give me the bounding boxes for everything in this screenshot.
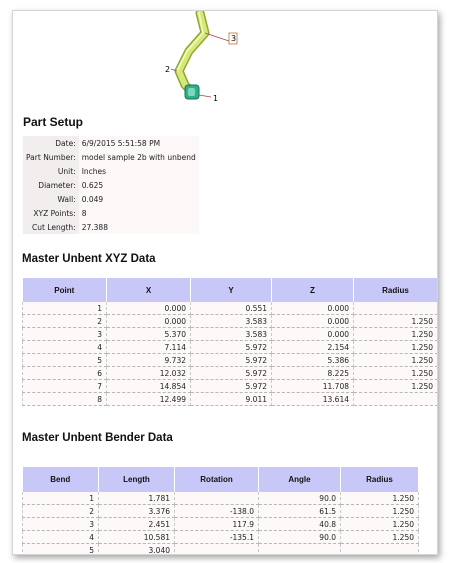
- table-cell: 1: [23, 492, 99, 505]
- table-cell: 8: [23, 393, 107, 406]
- table-cell: 1.781: [99, 492, 175, 505]
- table-row: [23, 518, 419, 531]
- table-cell: 5: [23, 354, 107, 367]
- bend-label-1: 1: [213, 94, 219, 103]
- leader-line-1: [199, 95, 211, 97]
- table-cell: 11.708: [272, 380, 354, 393]
- setup-value: Inches: [81, 166, 107, 176]
- table-cell: 90.0: [259, 531, 341, 544]
- table-cell: 10.581: [99, 531, 175, 544]
- table-cell: 0.551: [191, 302, 272, 315]
- table-cell: 4: [23, 531, 99, 544]
- table-cell: 5.972: [191, 367, 272, 380]
- column-header: Bend: [23, 467, 99, 492]
- tube-end-highlight: [188, 88, 195, 96]
- table-cell: 1.250: [354, 315, 438, 328]
- leader-line-3: [205, 33, 229, 41]
- table-cell: 1.250: [354, 328, 438, 341]
- table-cell: 13.614: [272, 393, 354, 406]
- table-cell: 1: [23, 302, 107, 315]
- table-row: [23, 367, 438, 380]
- table-cell: 4: [23, 341, 107, 354]
- table-cell: 0.000: [107, 315, 191, 328]
- setup-row: [23, 136, 199, 150]
- column-header: Rotation: [175, 467, 259, 492]
- table-cell: 61.5: [259, 505, 341, 518]
- table-cell: [354, 302, 438, 315]
- table-cell: 0.000: [272, 315, 354, 328]
- table-cell: [175, 492, 259, 505]
- table-cell: 6: [23, 367, 107, 380]
- table-cell: 1.250: [341, 505, 419, 518]
- part-setup-heading: Part Setup: [23, 115, 84, 129]
- setup-row: [23, 164, 199, 178]
- table-cell: [354, 393, 438, 406]
- table-cell: 117.9: [175, 518, 259, 531]
- table-cell: 7: [23, 380, 107, 393]
- setup-row: [23, 150, 199, 164]
- table-cell: 9.011: [191, 393, 272, 406]
- table-cell: 1.250: [354, 367, 438, 380]
- column-header: Radius: [354, 278, 438, 302]
- table-cell: 3.376: [99, 505, 175, 518]
- bend-label-2: 2: [165, 65, 171, 74]
- setup-label: Date:: [23, 136, 79, 150]
- table-row: [23, 341, 438, 354]
- table-cell: [259, 544, 341, 556]
- table-cell: 1.250: [354, 354, 438, 367]
- table-cell: 5.972: [191, 354, 272, 367]
- setup-value: 0.049: [81, 194, 104, 204]
- table-cell: 1.250: [354, 341, 438, 354]
- setup-value: 8: [81, 208, 87, 218]
- table-cell: 3.583: [191, 315, 272, 328]
- table-cell: 5: [23, 544, 99, 556]
- column-header: Radius: [341, 467, 419, 492]
- table-cell: 8.225: [272, 367, 354, 380]
- setup-label: Diameter:: [23, 178, 79, 192]
- table-cell: 0.000: [272, 328, 354, 341]
- table-cell: 2.154: [272, 341, 354, 354]
- part-setup-table: [23, 136, 199, 234]
- table-row: [23, 328, 438, 341]
- column-header: Y: [191, 278, 272, 302]
- setup-label: Part Number:: [23, 150, 79, 164]
- setup-value: 6/9/2015 5:51:58 PM: [81, 138, 161, 148]
- table-cell: 2: [23, 315, 107, 328]
- table-cell: 1.250: [341, 518, 419, 531]
- setup-row: [23, 192, 199, 206]
- xyz-data-table: [22, 278, 438, 406]
- column-header: Point: [23, 278, 107, 302]
- table-cell: 5.972: [191, 380, 272, 393]
- bend-label-3: 3: [231, 34, 237, 43]
- column-header: Angle: [259, 467, 341, 492]
- table-cell: 90.0: [259, 492, 341, 505]
- setup-row: [23, 206, 199, 220]
- table-row: [23, 302, 438, 315]
- table-cell: 5.386: [272, 354, 354, 367]
- column-header: Length: [99, 467, 175, 492]
- setup-label: XYZ Points:: [23, 206, 79, 220]
- table-row: [23, 544, 419, 556]
- report-page: [12, 10, 438, 555]
- table-cell: 1.250: [341, 492, 419, 505]
- table-cell: 3.583: [191, 328, 272, 341]
- setup-row: [23, 220, 199, 234]
- table-cell: 14.854: [107, 380, 191, 393]
- bender-data-table: [22, 467, 419, 555]
- setup-value: model sample 2b with unbend: [81, 152, 196, 162]
- table-row: [23, 531, 419, 544]
- table-cell: 40.8: [259, 518, 341, 531]
- setup-value: 0.625: [81, 180, 104, 190]
- table-cell: [341, 544, 419, 556]
- table-cell: 0.000: [272, 302, 354, 315]
- table-cell: 9.732: [107, 354, 191, 367]
- table-cell: 5.370: [107, 328, 191, 341]
- table-cell: 1.250: [354, 380, 438, 393]
- setup-label: Cut Length:: [23, 220, 79, 234]
- table-cell: 3: [23, 328, 107, 341]
- setup-value: 27.388: [81, 222, 108, 232]
- table-cell: 3.040: [99, 544, 175, 556]
- table-cell: 5.972: [191, 341, 272, 354]
- bender-data-heading: Master Unbent Bender Data: [22, 432, 173, 444]
- table-row: [23, 505, 419, 518]
- table-cell: -138.0: [175, 505, 259, 518]
- table-cell: [175, 544, 259, 556]
- table-cell: 12.032: [107, 367, 191, 380]
- table-cell: 2.451: [99, 518, 175, 531]
- table-cell: 2: [23, 505, 99, 518]
- table-cell: 0.000: [107, 302, 191, 315]
- table-cell: 1.250: [341, 531, 419, 544]
- tube-drawing: [13, 11, 437, 111]
- table-cell: -135.1: [175, 531, 259, 544]
- table-row: [23, 354, 438, 367]
- setup-label: Wall:: [23, 192, 79, 206]
- column-header: X: [107, 278, 191, 302]
- table-row: [23, 492, 419, 505]
- table-row: [23, 393, 438, 406]
- table-cell: 7.114: [107, 341, 191, 354]
- table-cell: 12.499: [107, 393, 191, 406]
- table-row: [23, 315, 438, 328]
- setup-row: [23, 178, 199, 192]
- column-header: Z: [272, 278, 354, 302]
- xyz-data-heading: Master Unbent XYZ Data: [22, 253, 156, 265]
- tube-3d-view: [13, 11, 437, 111]
- table-row: [23, 380, 438, 393]
- table-cell: 3: [23, 518, 99, 531]
- setup-label: Unit:: [23, 164, 79, 178]
